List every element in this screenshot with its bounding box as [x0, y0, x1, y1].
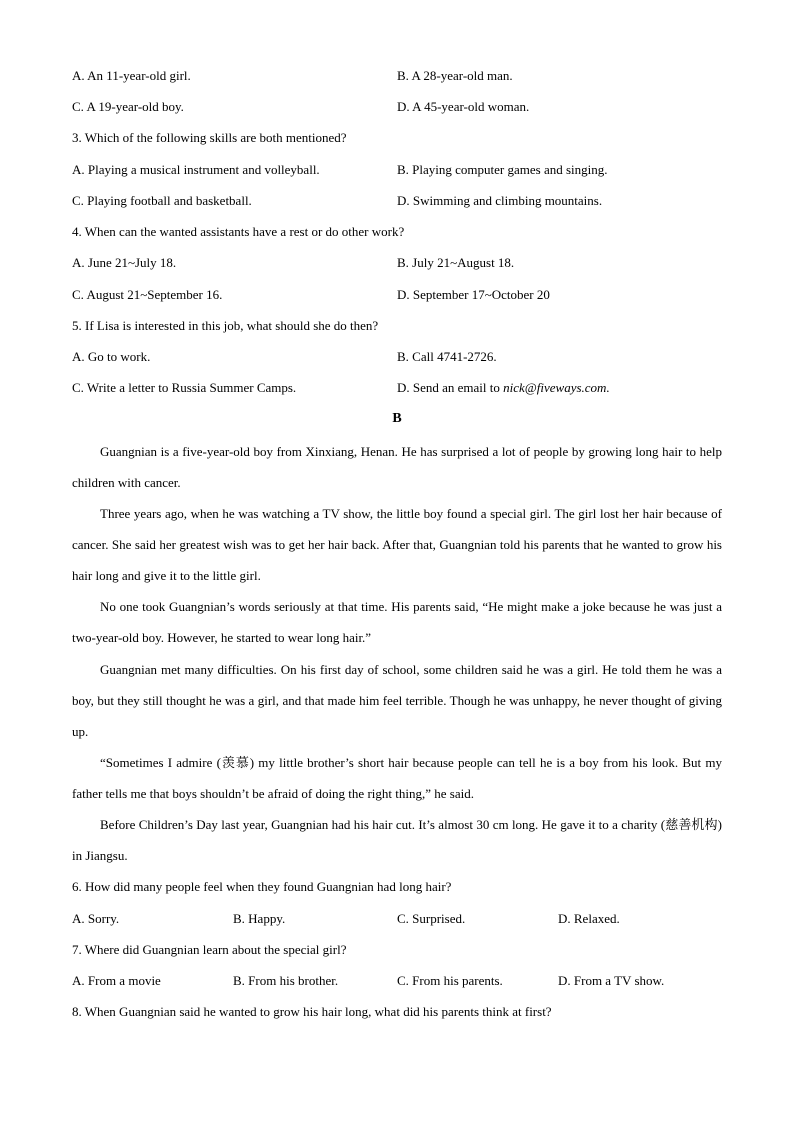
paragraph-5: [72, 747, 722, 809]
q5-stem: 5. If Lisa is interested in this job, what should she do then?: [72, 318, 379, 333]
paragraph-4-text: Guangnian met many difficulties. On his first day of school, some children said he was a girl. He told them he was a boy, but they still thought he was a girl, and that made him feel terrible. Though he was unhappy, he never thought of giving up.: [72, 662, 722, 739]
section-b-heading: B: [392, 411, 402, 426]
q7-option-d: D. From a TV show.: [558, 973, 665, 988]
q7-option-b: B. From his brother.: [233, 973, 339, 988]
q4-option-b: B. July 21~August 18.: [397, 255, 515, 270]
q3-stem: 3. Which of the following skills are both mentioned?: [72, 130, 347, 145]
q2-option-a: A. An 11-year-old girl.: [72, 68, 191, 83]
paragraph-1-text: Guangnian is a five-year-old boy from Xinxiang, Henan. He has surprised a lot of people by growing long hair to help children with cancer.: [72, 444, 722, 490]
paragraph-1: [72, 436, 722, 498]
q4-option-d: D. September 17~October 20: [397, 287, 550, 302]
q6-stem: 6. How did many people feel when they found Guangnian had long hair?: [72, 879, 452, 894]
q3-option-c: C. Playing football and basketball.: [72, 193, 252, 208]
paragraph-3: [72, 591, 722, 653]
paragraph-5-text: “Sometimes I admire (羡慕) my little brother’s short hair because people can tell he is a boy from his look. But my father tells me that boys shouldn’t be afraid of doing the right thing,” he said.: [72, 755, 722, 801]
q7-option-c: C. From his parents.: [397, 973, 503, 988]
paragraph-2: [72, 498, 722, 591]
paragraph-6: [72, 809, 722, 871]
paragraph-3-text: No one took Guangnian’s words seriously at that time. His parents said, “He might make a joke because he was just a two-year-old boy. However, he started to wear long hair.”: [72, 599, 722, 645]
q6-option-b: B. Happy.: [233, 911, 286, 926]
q2-option-b: B. A 28-year-old man.: [397, 68, 513, 83]
q6-option-c: C. Surprised.: [397, 911, 466, 926]
q5-option-b: B. Call 4741-2726.: [397, 349, 497, 364]
q2-option-c: C. A 19-year-old boy.: [72, 99, 184, 114]
q4-stem: 4. When can the wanted assistants have a rest or do other work?: [72, 224, 405, 239]
q3-option-a: A. Playing a musical instrument and volleyball.: [72, 162, 320, 177]
q6-option-d: D. Relaxed.: [558, 911, 620, 926]
q5-option-c: C. Write a letter to Russia Summer Camps.: [72, 380, 297, 395]
q3-option-d: D. Swimming and climbing mountains.: [397, 193, 603, 208]
q3-option-b: B. Playing computer games and singing.: [397, 162, 608, 177]
q7-option-a: A. From a movie: [72, 973, 161, 988]
q5-option-d-email: nick@fiveways.com.: [503, 380, 610, 395]
paragraph-4: [72, 654, 722, 747]
q8-stem: 8. When Guangnian said he wanted to grow his hair long, what did his parents think at first?: [72, 1004, 552, 1019]
q7-stem: 7. Where did Guangnian learn about the special girl?: [72, 942, 347, 957]
paragraph-2-text: Three years ago, when he was watching a TV show, the little boy found a special girl. The girl lost her hair because of cancer. She said her greatest wish was to get her hair back. After that, Guangnian told his parents that he wanted to grow his hair long and give it to the little girl.: [72, 506, 722, 583]
q2-option-d: D. A 45-year-old woman.: [397, 99, 530, 114]
q5-option-d: [397, 380, 610, 396]
q6-option-a: A. Sorry.: [72, 911, 120, 926]
paragraph-6-text: Before Children’s Day last year, Guangnian had his hair cut. It’s almost 30 cm long. He gave it to a charity (慈善机构) in Jiangsu.: [72, 817, 722, 863]
q5-option-a: A. Go to work.: [72, 349, 151, 364]
q4-option-c: C. August 21~September 16.: [72, 287, 223, 302]
q4-option-a: A. June 21~July 18.: [72, 255, 177, 270]
q5-option-d-prefix: D. Send an email to: [397, 380, 504, 395]
